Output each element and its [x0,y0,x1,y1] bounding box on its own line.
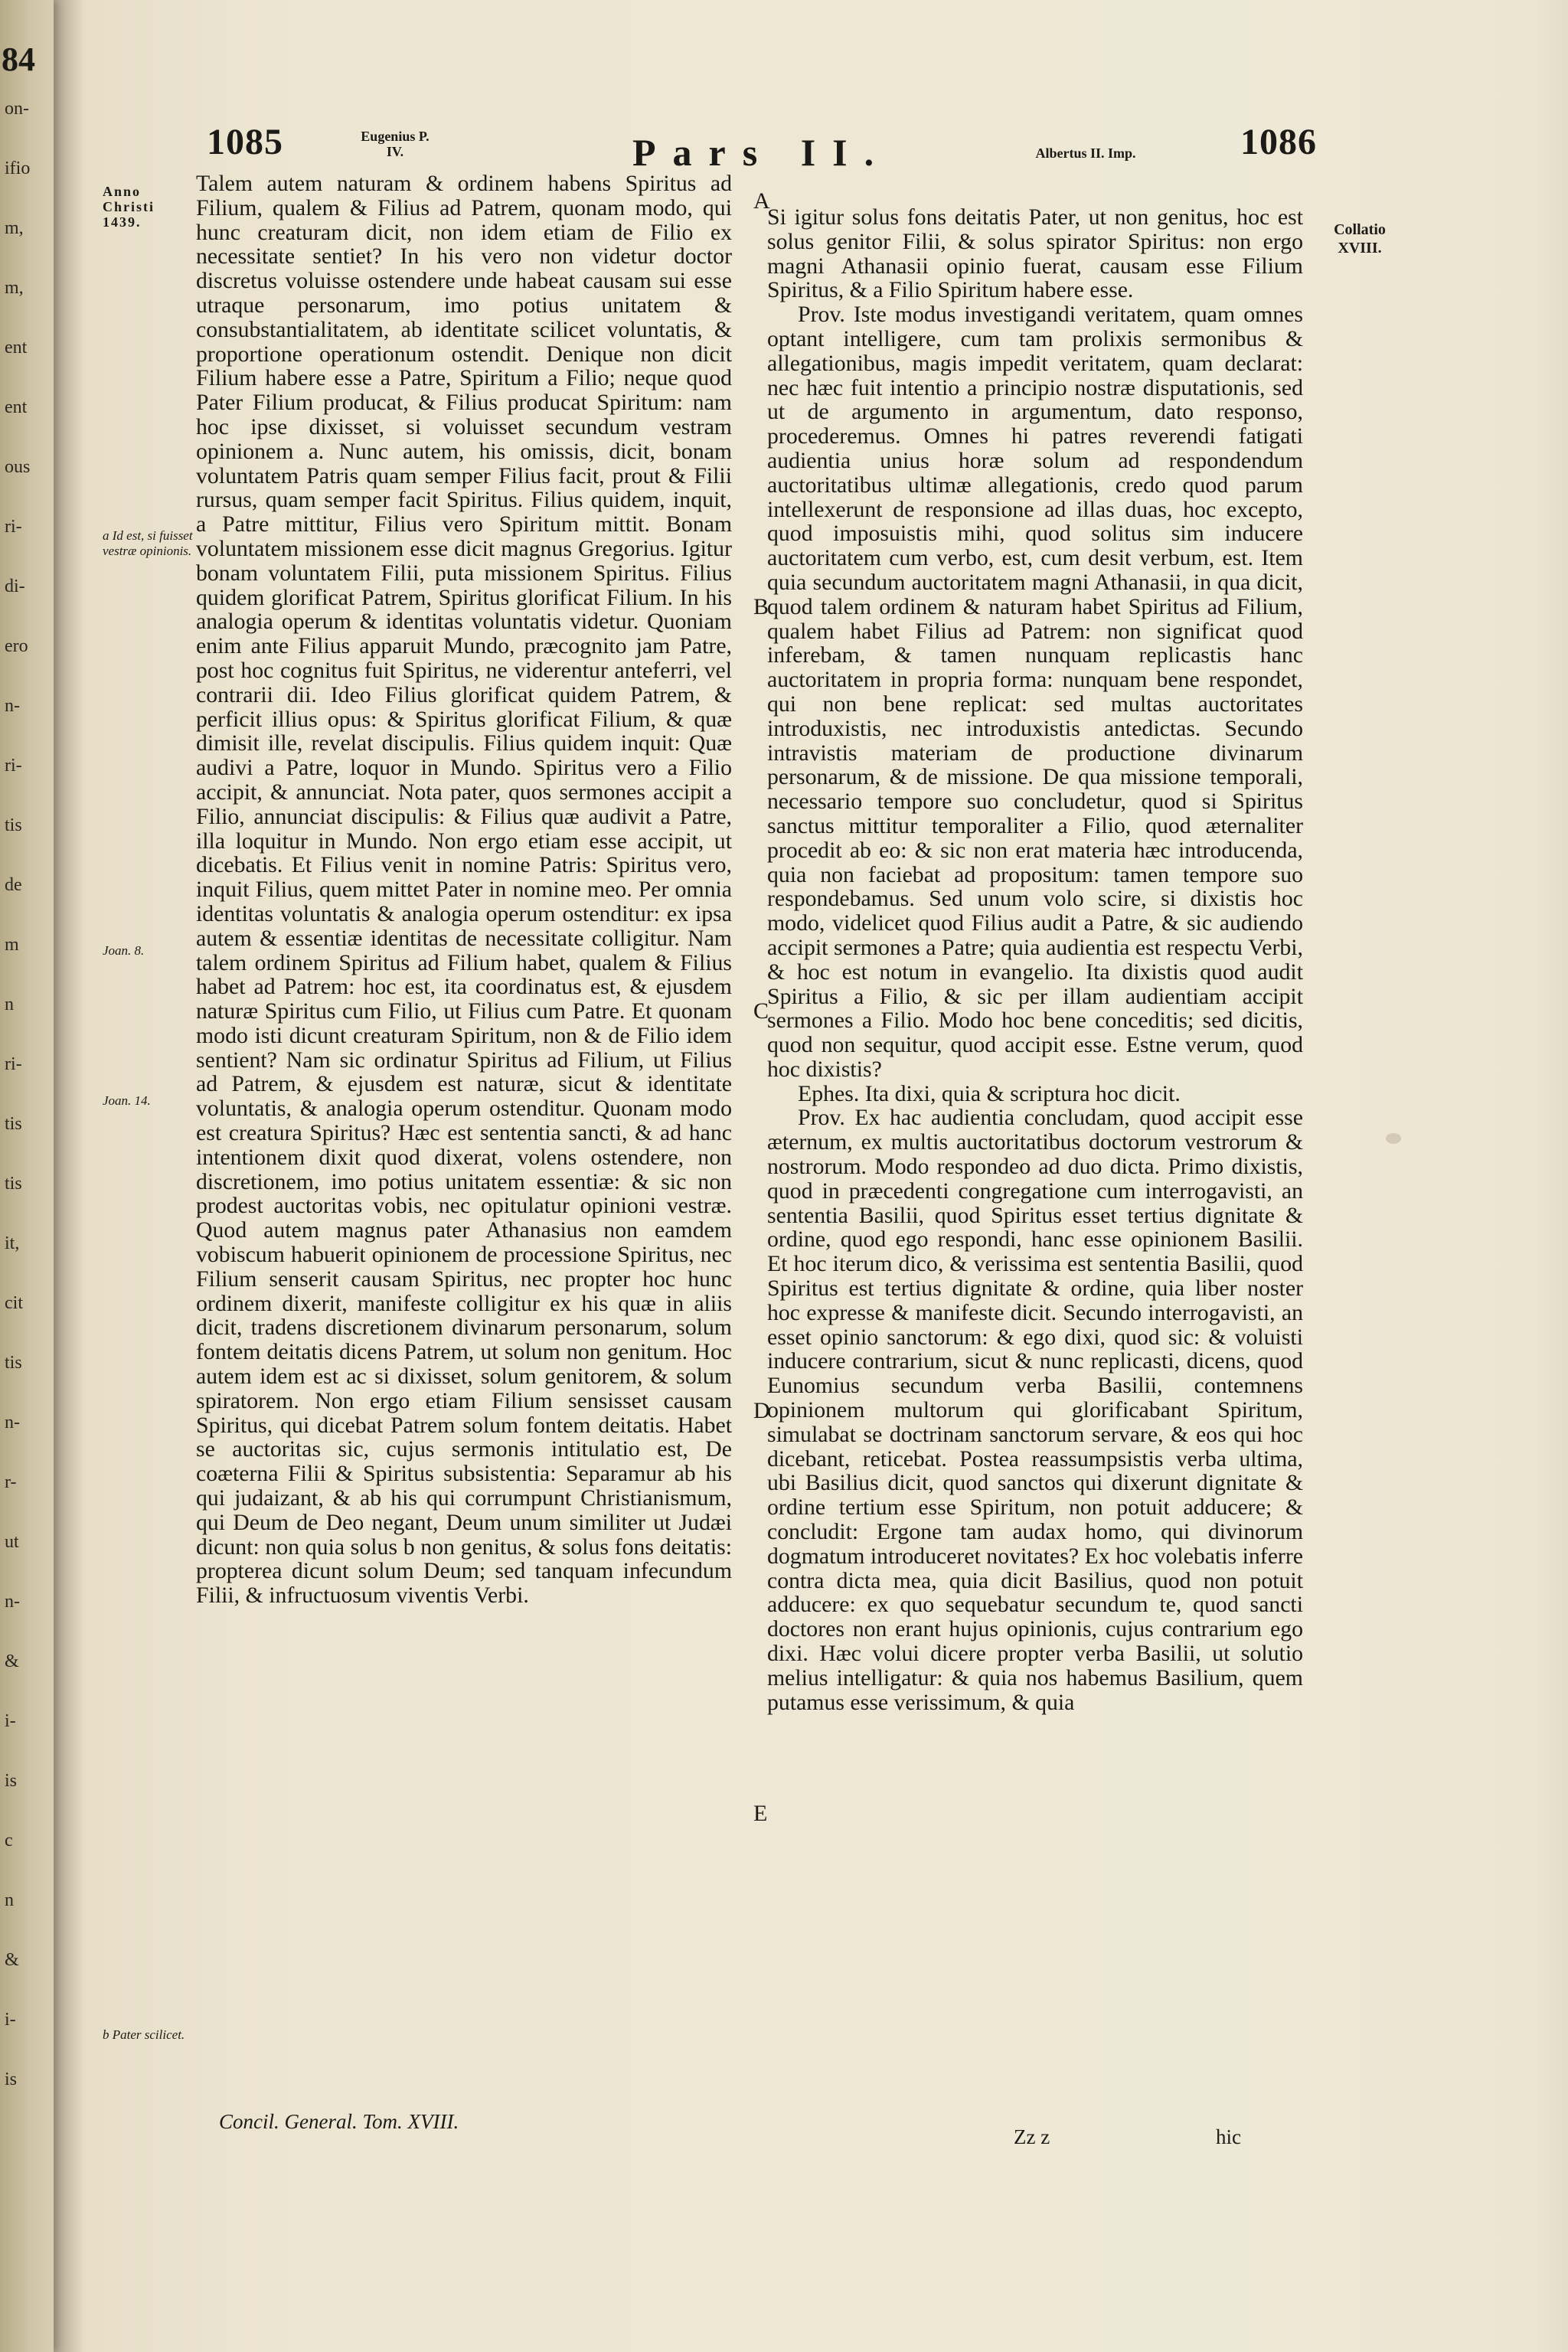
footer-gathering-mark: Zz z [1014,2125,1050,2148]
left-running-head: Eugenius P. IV. [361,129,430,159]
previous-page-fragment: m, [5,278,24,298]
footer-catchword: hic [1216,2125,1241,2148]
previous-page-fragment: is [5,2069,18,2089]
previous-page-fragment: r- [5,1472,17,1492]
previous-page-fragment: tis [5,1353,22,1373]
previous-page-fragment: ri- [5,1054,22,1074]
previous-page-fragment: i- [5,1711,16,1731]
right-paragraph-4: Prov. Ex hac audientia concludam, quod accipit esse æternum, ex multis auctoritatibus doctorum vestrorum & nostrorum. Modo respondeo ad duo dicta. Primo dixistis, quod in præcedenti congregatione cum interrogavisti, an sententia Basilii, quod Spiritus esset tertius dignitate & ordine, quod ego respondi, hanc esse opinionem Basilii. Et hoc iterum dico, & verissima est sententia Basilii, quod Spiritus est tertius dignitate & ordine, quia liber noster hoc expresse & manifeste dicit. Secundo interrogavisti, an esset opinio sanctorum: & ego dixi, quod sic: & voluisti inducere contrarium, sicut & nunc replicasti, dicens, quod Eunomius secundum verba Basilii, contemnens opinionem multorum qui glorificabant Spiritum, simulabat se doctrinam sanctorum servare, & eos qui hoc dicebant, reticebat. Postea reassumpsistis verba ultima, ubi Basilius dicit, quod sanctos qui dixerunt dignitate & ordine tertium esse Spiritum, non potuit adducere; & concludit: Ergone tam audax homo, qui divinorum dogmatum introduceret novitates? Ex hoc volebatis inferre contra dicta mea, quia dicit Basilius, quod non potuit adducere: ex quo sequebatur secundum te, quod sancti doctores non erant hujus opinionis, cujus contrarium ego dixi. Hæc volui dicere propter verba Basilii, ut solutio melius intelligatur: & quia nos habemus Basilium, quem putamus esse verissimum, & quia [767,1105,1303,1715]
previous-page-fragment: & [5,1950,19,1970]
previous-page-fragment: n [5,1890,14,1910]
previous-page-fragment: di- [5,577,25,596]
margin-note-b: b Pater scilicet. [103,2027,185,2042]
section-letter-e: E [753,1801,768,1826]
previous-page-edge [0,0,54,2352]
paper-stain [1386,1133,1401,1144]
previous-page-fragment: ri- [5,517,22,537]
section-letter-d: D [753,1398,770,1423]
right-column-number: 1086 [1240,122,1317,162]
previous-page-fragment: m, [5,218,24,238]
previous-page-fragment: it, [5,1233,20,1253]
left-paragraph: Talem autem naturam & ordinem habens Spiritus ad Filium, qualem & Filius ad Patrem, quonam modo, qui hunc creaturam dicit, non idem etiam de Filio ex necessitate sentiet? In his vero non videtur doctor discretus voluisse ostendere unde habeat causam sui esse utraque personarum, imo potius unitatem & consubstantialitatem, ab identitate scilicet voluntatis, & proportione operationum ostendit. Denique non dicit Filium habere esse a Patre, Spiritum a Filio; neque quod Pater Filium producat, & Filius producat Spiritum: nam hoc ipse dixisset, si voluisset secundum vestram opinionem a. Nunc autem, his omissis, dicit, bonam voluntatem Patris quam semper Filius facit, prout & Filii rursus, quam semper facit Spiritus. Filius quidem, inquit, a Patre mittitur, Filius vero Spiritum mittit. Bonam voluntatem missionem esse dicit magnus Gregorius. Igitur bonam voluntatem Filii, puta missionem Spiritus. Filius quidem glorificat Patrem, Spiritus glorificat Filium. In his analogia operum & identitas voluntatis videtur. Quoniam enim ante Filius apparuit Mundo, præcognito jam Patre, post hoc cognitus fuit Spiritus, ne viderentur anteferri, vel contrarii dii. Ideo Filius glorificat quidem Patrem, & perficit illius opus: & Spiritus glorificat Filium, & quæ dimisit ille, revelat discipulis. Filius quidem inquit: Quæ audivi a Patre, loquor in Mundo. Spiritus vero a Filio accipit, & annunciat. Nota pater, quos sermones accipit a Filio, annunciat discipulis: & Filius quæ audivit a Patre, illa loquitur in Mundo. Non ergo etiam esse accipit, ut dicebatis. Et Filius venit in nomine Patris: Spiritus vero, inquit Filius, quem mittet Pater in nomine meo. Per omnia identitas voluntatis & analogia operum ostenditur: ex ipsa autem & essentiæ identitas de necessitate colligitur. Nam talem ordinem Spiritus ad Filium habet, qualem & Filius habet ad Patrem: hoc est, ita coordinatus est, & ejusdem naturæ Spiritus cum Filio, ut Filius cum Patre. Et quonam modo isti dicunt creaturam Spiritum, non & de Filio idem sentient? Nam sic ordinatur Spiritus ad Filium, ut Filius ad Patrem, & ejusdem est naturæ, sicut & identitate voluntatis, & analogia operum ostenditur. Quonam modo est creatura Spiritus? Hæc est sententia sancti, & ad hanc intentionem dixit quod dixerat, volens ostendere, non discretionem, imo potius unitatem essentiæ: & sic non prodest auctoritas vobis, nec opitulatur opinioni vestræ. Quod autem magnus pater Athanasius non eamdem vobiscum habuerit opinionem de processione Spiritus, nec Filium senserit causam Spiritus, nec propter hoc hunc ordinem dixerit, manifeste colligitur ex his quæ in aliis dicit, tradens discretionem divinarum personarum, solum fontem deitatis dicens Patrem, ut solum non genitum. Hoc autem idem est ac si dixisset, solum genitorem, & solum spiratorem. Non ergo etiam Filium sensisset causam Spiritus, qui dicebat Patrem solum fontem deitatis. Habet se auctoritas sic, cujus sermonis intitulatio est, De coæterna Filii & Spiritus subsistentia: Separamur ab his qui judaizant, & ab his qui corrumpunt Christianismum, qui Deum de Deo negant, Deum unum similiter ut Judæi dicunt: non quia solus b non genitus, & solus fons deitatis: propterea dicunt solum Deum; sed tanquam infecundum Filii, & infructuosum viventis Verbi. [196,171,732,1609]
margin-ref-joan8: Joan. 8. [103,943,145,958]
previous-page-fragment: tis [5,815,22,835]
margin-collatio: Collatio XVIII. [1334,221,1386,256]
left-text-column [196,172,732,1608]
margin-ref-joan14: Joan. 14. [103,1093,151,1108]
right-paragraph-1: Si igitur solus fons deitatis Pater, ut non genitus, hoc est solus genitor Filii, & solus spirator Spiritus: non ergo magni Athanasii opinio fuerat, causam esse Filium Spiritus, & a Filio Spiritum habere esse. [767,204,1303,303]
previous-page-fragment: cit [5,1293,23,1313]
previous-page-fragment: n- [5,1413,20,1432]
previous-page-fragment: m [5,935,19,955]
previous-page-fragment: i- [5,2010,16,2030]
previous-page-fragment: ut [5,1532,19,1552]
previous-page-fragment: de [5,875,22,895]
previous-page-fragment: ous [5,457,31,477]
book-fold-shadow [54,0,84,2352]
previous-page-fragment: & [5,1651,19,1671]
footer-signature-left: Concil. General. Tom. XVIII. [219,2110,459,2133]
previous-page-fragment: n [5,995,14,1014]
previous-page-fragment: is [5,1771,18,1791]
left-column-number: 1085 [207,122,283,162]
margin-anno: Anno Christi 1439. [103,184,155,230]
right-paragraph-2: Prov. Iste modus investigandi veritatem, quam omnes optant intelligere, cum tam prolixis sermonibus & allegationibus, magis impedit veritatem, quam declarat: nec hæc fuit intentio a principio nostræ disputationis, sed ut de argumento in argumentum, dato responso, procederemus. Omnes hi patres reverendi fatigati audientia unius horæ solum ad respondendum auctoritatibus ultimæ allegationis, credo quod parum intellexerunt de responsione ad illas duas, hoc excepto, quod imposuistis mihi, quod solitus sim inducere auctoritatem cum verbo, est, cum desit verbum, est. Item quia secundum auctoritatem magni Athanasii, in qua dicit, quod talem ordinem & naturam habet Spiritus ad Filium, qualem habet Filius ad Patrem: non significat quod inferebam, & tamen nunquam replicastis hanc auctoritatem in propria forma: nunquam bene respondet, qui non bene replicat: sed multas auctoritates introduxistis, nec introduxistis antedictas. Secundo intravistis materiam de productione divinarum personarum, & de missione. De qua missione temporali, necessario tempore suo concludetur, quod si Spiritus sanctus mittitur temporaliter a Filio, quod æternaliter procedit ab eo: & sic non erat materia hæc introducenda, quia non faciebat ad propositum: tamen tempore suo respondebamus. Sed unum volo scire, si dixistis hoc modo, videlicet quod Filius audit a Patre, & sic audiendo accipit sermones a Patre; quia audientia est respectu Verbi, & hoc est notum in evangelio. Ita dixistis quod audit Spiritus a Filio, & sic per illam audientiam accipit sermones a Filio. Modo hoc bene conceditis; sed dicitis, quod non sequitur, quod accipit esse. Estne verum, quod hoc dixistis? [767,302,1303,1082]
previous-page-fragment: ent [5,397,28,417]
right-text-column [767,205,1303,1714]
right-paragraph-3: Ephes. Ita dixi, quia & scriptura hoc dicit. [798,1080,1181,1106]
section-letter-b: B [753,594,769,619]
section-letter-c: C [753,998,769,1024]
page-title: Pars II. [632,131,891,174]
previous-page-fragment: tis [5,1114,22,1134]
previous-page-fragment: ifio [5,158,31,178]
section-letter-a: A [753,188,770,214]
previous-page-fragment: c [5,1831,13,1851]
previous-page-fragment: on- [5,99,29,119]
previous-page-fragment: ent [5,338,28,358]
previous-page-number: 84 [2,41,35,78]
previous-page-fragment: n- [5,696,20,716]
right-running-head: Albertus II. Imp. [1035,145,1136,161]
previous-page-fragment: tis [5,1174,22,1194]
margin-note-a: a Id est, si fuisset vestræ opinionis. [103,528,193,558]
previous-page-fragment: n- [5,1592,20,1612]
previous-page-fragment: ero [5,636,28,656]
previous-page-fragment: ri- [5,756,22,776]
